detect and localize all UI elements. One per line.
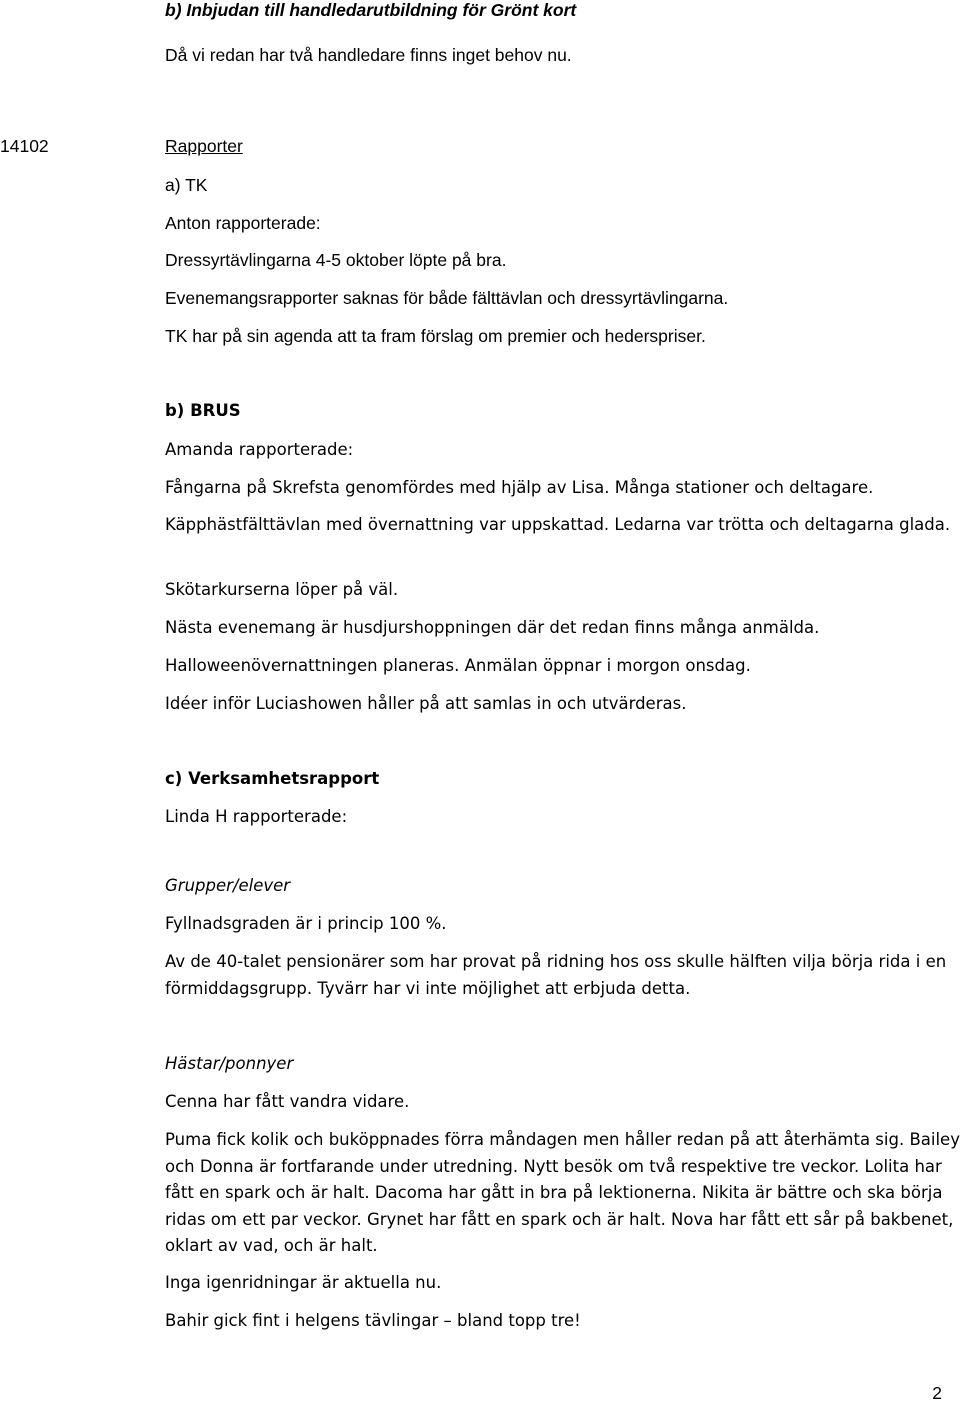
paragraph: Dressyrtävlingarna 4-5 oktober löpte på bra.	[165, 250, 507, 270]
paragraph: Cenna har fått vandra vidare.	[165, 1092, 410, 1111]
reporter-line: Anton rapporterade:	[165, 213, 321, 233]
paragraph: Då vi redan har två handledare finns inget behov nu.	[165, 45, 572, 65]
paragraph: Käpphästfälttävlan med övernattning var uppskattad. Ledarna var trötta och deltagarna glada.	[165, 515, 951, 534]
item-title: Rapporter	[165, 136, 243, 156]
subsection-heading-tk: a) TK	[165, 175, 208, 195]
paragraph: Idéer inför Luciashowen håller på att samlas in och utvärderas.	[165, 694, 687, 713]
reporter-line: Amanda rapporterade:	[165, 440, 354, 459]
subsection-heading-verksamhetsrapport: c) Verksamhetsrapport	[165, 769, 380, 788]
paragraph: Evenemangsrapporter saknas för både fälttävlan och dressyrtävlingarna.	[165, 288, 729, 308]
paragraph: TK har på sin agenda att ta fram förslag om premier och hederspriser.	[165, 326, 706, 346]
paragraph: Skötarkurserna löper på väl.	[165, 580, 399, 599]
paragraph: Nästa evenemang är husdjurshoppningen där det redan finns många anmälda.	[165, 618, 820, 637]
item-number: 14102	[0, 136, 49, 156]
paragraph: Puma fick kolik och buköppnades förra måndagen men håller redan på att återhämta sig. Bailey och Donna är fortfarande under utredning. Nytt besök om två respektive tre veckor. Lolita har fått en spark och är halt. Dacoma har gått in bra på lektionerna. Nikita är bättre och ska börja ridas om ett par veckor. Grynet har fått en spark och är halt. Nova har fått ett sår på bakbenet, oklart av vad, och är halt.	[165, 1130, 960, 1255]
reporter-line: Linda H rapporterade:	[165, 807, 348, 826]
section-heading-gront-kort: b) Inbjudan till handledarutbildning för Grönt kort	[165, 0, 577, 20]
subheading-grupper-elever: Grupper/elever	[165, 876, 291, 895]
paragraph: Av de 40-talet pensionärer som har provat på ridning hos oss skulle hälften vilja börja rida i en förmiddagsgrupp. Tyvärr har vi inte möjlighet att erbjuda detta.	[165, 952, 947, 998]
subheading-hastar-ponnyer: Hästar/ponnyer	[165, 1054, 294, 1073]
subsection-heading-brus: b) BRUS	[165, 401, 241, 420]
paragraph: Halloweenövernattningen planeras. Anmälan öppnar i morgon onsdag.	[165, 656, 751, 675]
page-number: 2	[932, 1383, 942, 1403]
paragraph: Fyllnadsgraden är i princip 100 %.	[165, 914, 447, 933]
paragraph: Fångarna på Skrefsta genomfördes med hjälp av Lisa. Många stationer och deltagare.	[165, 478, 874, 497]
paragraph: Bahir gick fint i helgens tävlingar – bland topp tre!	[165, 1311, 581, 1330]
paragraph: Inga igenridningar är aktuella nu.	[165, 1273, 442, 1292]
